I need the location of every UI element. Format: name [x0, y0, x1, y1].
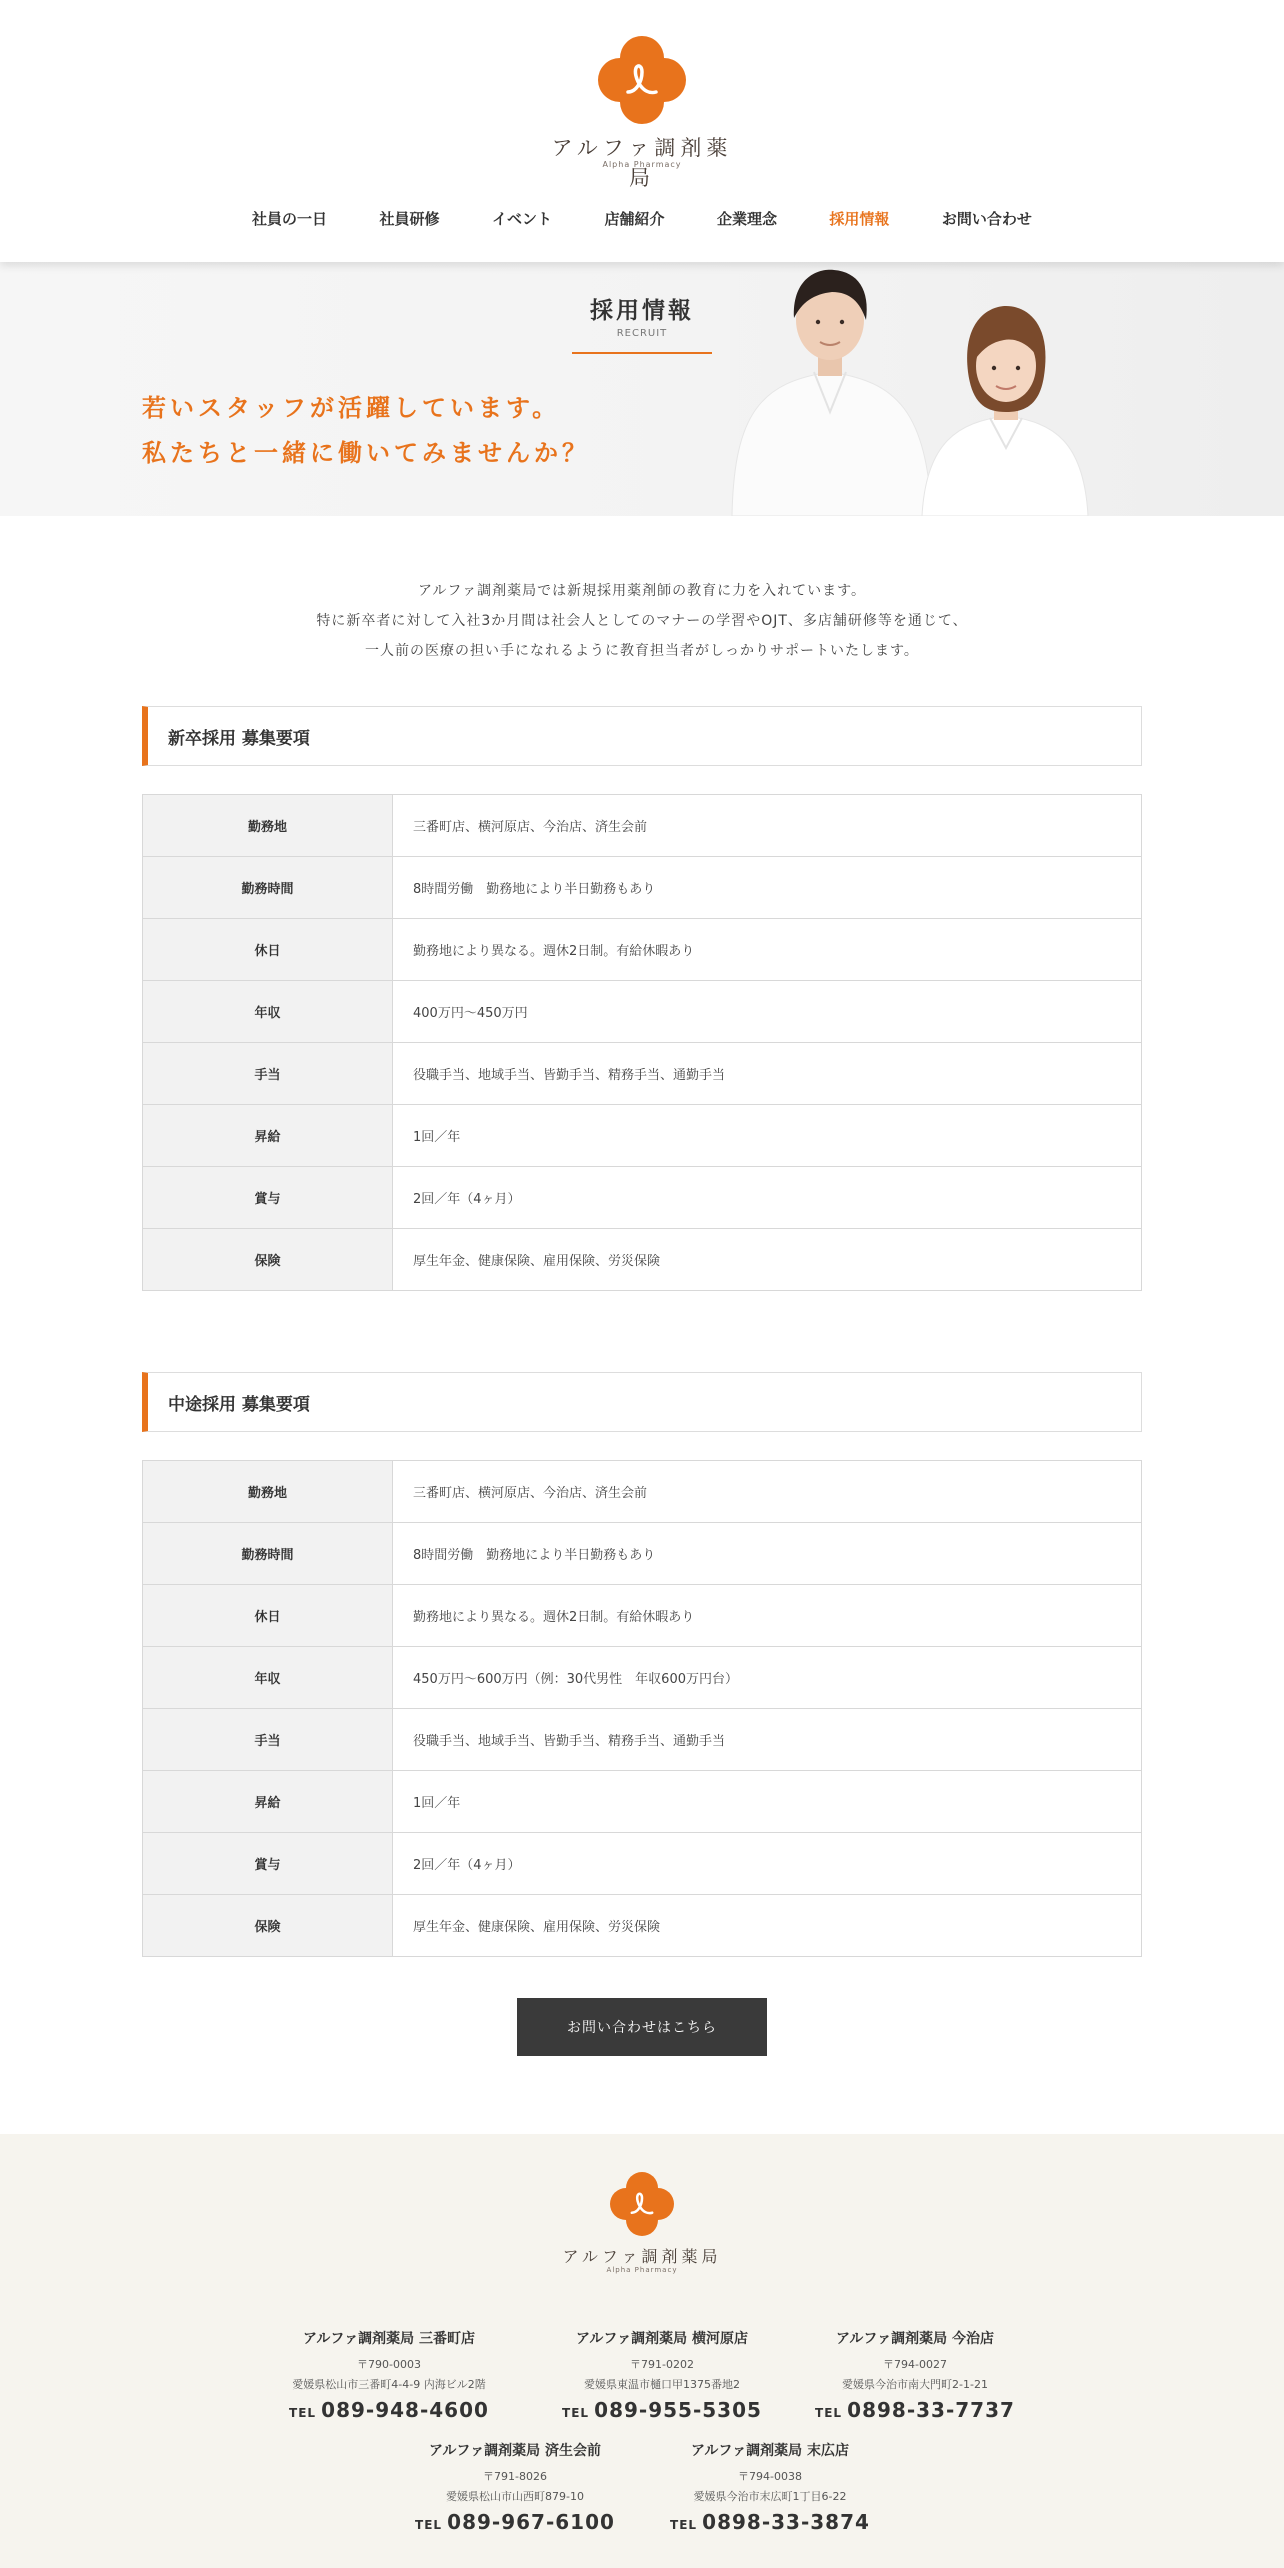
- footer-logo[interactable]: [562, 2172, 722, 2282]
- row-label: 年収: [143, 981, 393, 1043]
- table-row: [143, 1771, 1142, 1833]
- row-value: 8時間労働 勤務地により半日勤務もあり: [393, 857, 1142, 919]
- alpha-logo-icon: [610, 2172, 674, 2236]
- table-row: [143, 1229, 1142, 1291]
- page-subtitle: RECRUIT: [616, 328, 668, 339]
- store-yokogawara: [532, 2328, 792, 2422]
- tel-label: TEL: [289, 2406, 317, 2420]
- logo-subtitle: Alpha Pharmacy: [602, 160, 682, 169]
- store-phone[interactable]: [532, 2398, 792, 2422]
- row-label: 手当: [143, 1043, 393, 1105]
- store-address: 愛媛県今治市末広町1丁目6-22: [693, 2490, 847, 2503]
- table-row: [143, 1167, 1142, 1229]
- row-value: 1回／年: [393, 1771, 1142, 1833]
- tel-label: TEL: [815, 2406, 843, 2420]
- row-value: 2回／年（4ヶ月）: [393, 1833, 1142, 1895]
- nav-item-training[interactable]: 社員研修: [379, 210, 440, 228]
- hero-catchcopy-line1: 若いスタッフが活躍しています。: [142, 394, 561, 422]
- row-value: 450万円〜600万円（例：30代男性 年収600万円台）: [393, 1647, 1142, 1709]
- site-header: [0, 0, 1284, 262]
- hero-catchcopy-line2: 私たちと一緒に働いてみませんか？: [142, 439, 590, 467]
- table-row: [143, 1105, 1142, 1167]
- row-label: 保険: [143, 1895, 393, 1957]
- row-value: 勤務地により異なる。週休2日制。有給休暇あり: [393, 919, 1142, 981]
- row-value: 8時間労働 勤務地により半日勤務もあり: [393, 1523, 1142, 1585]
- female-pharmacist-figure: [922, 306, 1088, 516]
- footer-logo-subtitle: Alpha Pharmacy: [606, 2266, 678, 2274]
- hero-banner: [0, 262, 1284, 516]
- store-phone[interactable]: [785, 2398, 1045, 2422]
- table-row: [143, 1043, 1142, 1105]
- store-phone[interactable]: [640, 2510, 900, 2534]
- store-zip: 〒790-0003: [357, 2358, 421, 2371]
- site-logo[interactable]: [542, 36, 742, 190]
- store-address: 愛媛県今治市南大門町2-1-21: [842, 2378, 988, 2391]
- store-address: 愛媛県松山市山西町879-10: [446, 2490, 584, 2503]
- new-grad-heading: 新卒採用 募集要項: [142, 706, 1142, 766]
- store-name: アルファ調剤薬局 横河原店: [575, 2331, 749, 2347]
- store-zip: 〒791-8026: [483, 2470, 547, 2483]
- new-grad-requirements-table: [142, 794, 1142, 1291]
- male-pharmacist-figure: [732, 270, 932, 516]
- table-row: [143, 1585, 1142, 1647]
- tel-label: TEL: [562, 2406, 590, 2420]
- table-row: [143, 857, 1142, 919]
- store-zip: 〒794-0027: [883, 2358, 947, 2371]
- row-value: 役職手当、地域手当、皆勤手当、精務手当、通勤手当: [393, 1043, 1142, 1105]
- mid-career-requirements-table: [142, 1460, 1142, 1957]
- row-label: 勤務時間: [143, 1523, 393, 1585]
- row-label: 昇給: [143, 1771, 393, 1833]
- page-title: 採用情報: [590, 298, 694, 324]
- store-suehiro: [640, 2440, 900, 2534]
- table-row: [143, 1461, 1142, 1523]
- table-row: [143, 1895, 1142, 1957]
- tel-label: TEL: [415, 2518, 443, 2532]
- nav-item-contact[interactable]: お問い合わせ: [941, 210, 1032, 228]
- logo-name: アルファ調剤薬局: [551, 136, 733, 190]
- store-phone[interactable]: [385, 2510, 645, 2534]
- table-row: [143, 1709, 1142, 1771]
- alpha-logo-icon: [598, 36, 686, 124]
- mid-career-heading: 中途採用 募集要項: [142, 1372, 1142, 1432]
- intro-line: アルファ調剤薬局では新規採用薬剤師の教育に力を入れています。: [417, 583, 867, 599]
- row-label: 年収: [143, 1647, 393, 1709]
- tel-number: 0898-33-3874: [702, 2510, 870, 2534]
- main-nav: [252, 208, 1032, 234]
- store-saiseikaimae: [385, 2440, 645, 2534]
- nav-item-events[interactable]: イベント: [491, 210, 552, 228]
- table-row: [143, 1833, 1142, 1895]
- tel-number: 0898-33-7737: [847, 2398, 1015, 2422]
- store-sanbancho: [259, 2328, 519, 2422]
- table-row: [143, 1647, 1142, 1709]
- row-label: 休日: [143, 1585, 393, 1647]
- intro-line: 一人前の医療の担い手になれるように教育担当者がしっかりサポートいたします。: [365, 643, 919, 659]
- tel-label: TEL: [670, 2518, 698, 2532]
- row-value: 2回／年（4ヶ月）: [393, 1167, 1142, 1229]
- nav-item-recruit[interactable]: 採用情報: [829, 210, 890, 228]
- tel-number: 089-955-5305: [594, 2398, 762, 2422]
- row-label: 賞与: [143, 1833, 393, 1895]
- row-label: 保険: [143, 1229, 393, 1291]
- row-label: 勤務時間: [143, 857, 393, 919]
- row-value: 三番町店、横河原店、今治店、済生会前: [393, 1461, 1142, 1523]
- store-imabari: [785, 2328, 1045, 2422]
- footer-logo-name: アルファ調剤薬局: [562, 2247, 722, 2266]
- row-label: 手当: [143, 1709, 393, 1771]
- tel-number: 089-948-4600: [321, 2398, 489, 2422]
- row-value: 厚生年金、健康保険、雇用保険、労災保険: [393, 1895, 1142, 1957]
- table-row: [143, 981, 1142, 1043]
- row-label: 勤務地: [143, 795, 393, 857]
- title-underline: [572, 352, 712, 354]
- table-row: [143, 919, 1142, 981]
- nav-item-daily[interactable]: 社員の一日: [252, 210, 328, 228]
- row-value: 勤務地により異なる。週休2日制。有給休暇あり: [393, 1585, 1142, 1647]
- intro-text: [142, 576, 1142, 666]
- table-row: [143, 1523, 1142, 1585]
- store-name: アルファ調剤薬局 済生会前: [428, 2443, 602, 2459]
- row-value: 厚生年金、健康保険、雇用保険、労災保険: [393, 1229, 1142, 1291]
- store-phone[interactable]: [259, 2398, 519, 2422]
- row-label: 休日: [143, 919, 393, 981]
- store-address: 愛媛県東温市樋口甲1375番地2: [584, 2378, 740, 2391]
- store-name: アルファ調剤薬局 今治店: [835, 2331, 995, 2347]
- table-row: [143, 795, 1142, 857]
- store-zip: 〒794-0038: [738, 2470, 802, 2483]
- row-label: 昇給: [143, 1105, 393, 1167]
- row-label: 賞与: [143, 1167, 393, 1229]
- row-value: 三番町店、横河原店、今治店、済生会前: [393, 795, 1142, 857]
- nav-item-philosophy[interactable]: 企業理念: [716, 210, 777, 228]
- row-value: 1回／年: [393, 1105, 1142, 1167]
- nav-item-stores[interactable]: 店舗紹介: [604, 210, 665, 228]
- staff-photo: [722, 262, 1142, 516]
- store-address: 愛媛県松山市三番町4-4-9 内海ビル2階: [292, 2378, 486, 2391]
- intro-line: 特に新卒者に対して入社3か月間は社会人としてのマナーの学習やOJT、多店舗研修等を通じて、: [316, 613, 968, 629]
- row-value: 400万円〜450万円: [393, 981, 1142, 1043]
- store-name: アルファ調剤薬局 三番町店: [302, 2331, 476, 2347]
- row-label: 勤務地: [143, 1461, 393, 1523]
- site-footer: [0, 2134, 1284, 2568]
- row-value: 役職手当、地域手当、皆勤手当、精務手当、通勤手当: [393, 1709, 1142, 1771]
- contact-button[interactable]: お問い合わせはこちら: [517, 1998, 767, 2056]
- tel-number: 089-967-6100: [447, 2510, 615, 2534]
- store-zip: 〒791-0202: [630, 2358, 694, 2371]
- store-name: アルファ調剤薬局 末広店: [690, 2443, 850, 2459]
